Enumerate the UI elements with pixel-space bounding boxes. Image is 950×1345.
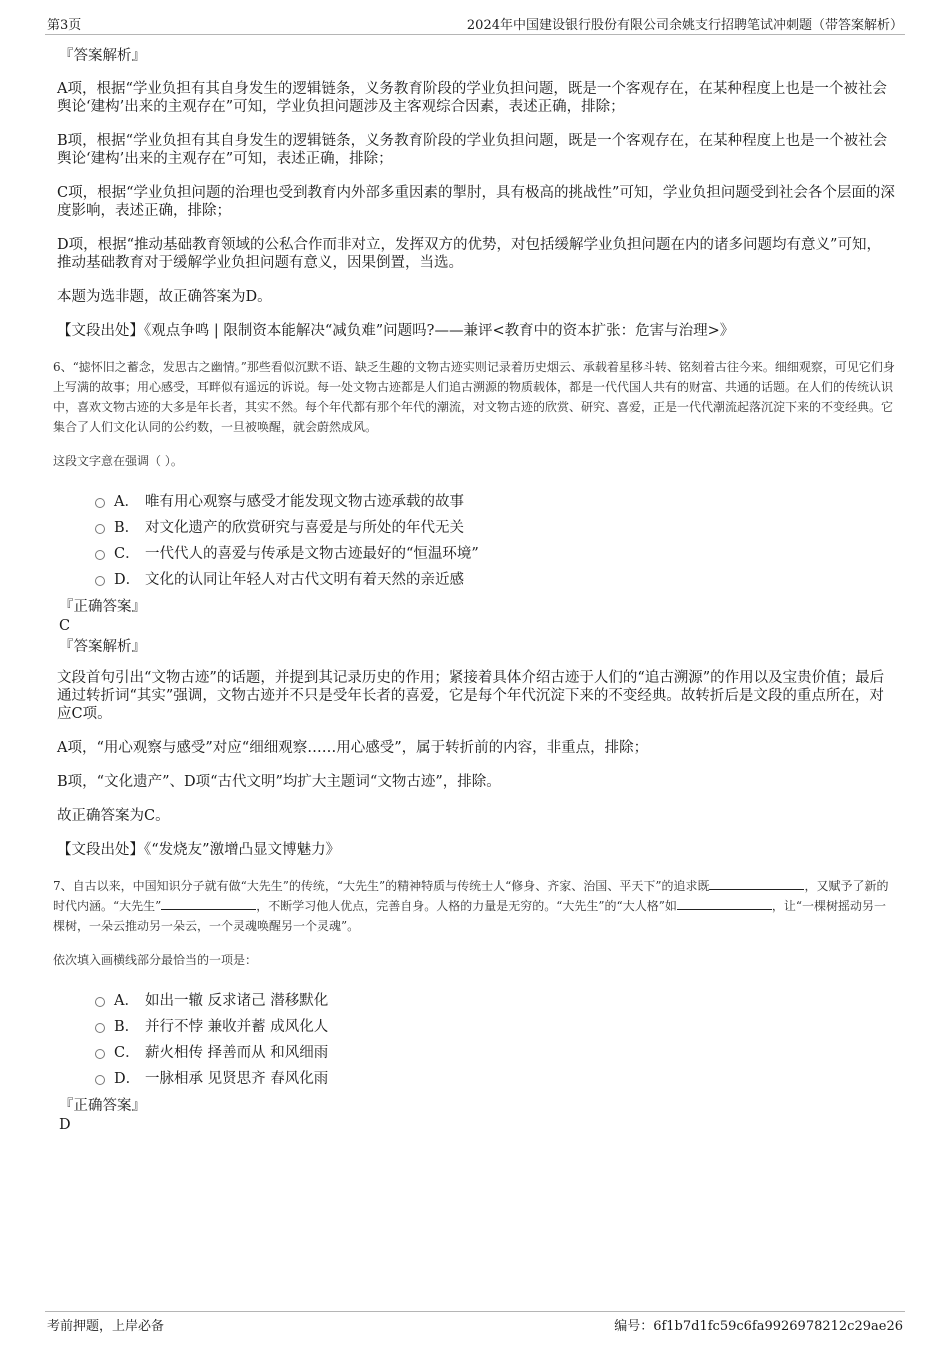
q6-analysis-bd: B项，“文化遗产”、D项“古代文明”均扩大主题词“文物古迹”，排除。 <box>57 774 501 790</box>
q5-source: 【文段出处】《观点争鸣 | 限制资本能解决“减负难”问题吗?——兼评<教育中的资本扩张：危害与治理>》 <box>57 323 735 339</box>
q6-analysis-title: 『答案解析』 <box>59 639 146 655</box>
q6-analysis-main: 文段首句引出“文物古迹”的话题，并提到其记录历史的作用；紧接着具体介绍古迹于人们的“追古溯源”的作用以及宝贵价值；最后通过转折词“其实”强调，文物古迹并不只是受年长者的喜爱，它是每个年代沉淀下来的不变经典。故转折后是文段的重点所在，对应C项。 <box>57 670 885 722</box>
q6-stem: 6、“摅怀旧之蓄念，发思古之幽情。”那些看似沉默不语、缺乏生趣的文物古迹实则记录着历史烟云、承载着星移斗转、铭刻着古往今来。细细观察，可见它们身上写满的故事；用心感受，耳畔似有遥远的诉说。每一处文物古迹都是人们追古溯源的物质载体，都是一代代国人共有的财富、共通的话题。在人们的传统认识中，喜欢文物古迹的大多是年长者，其实不然。每个年代都有那个年代的潮流，对文物古迹的欣赏、研究、喜爱，正是一代代潮流起落沉淀下来的不变经典。它集合了人们文化认同的公约数，一旦被唤醒，就会蔚然成风。 <box>53 360 895 434</box>
q7-option-d[interactable]: D． 一脉相承 见贤思齐 春风化雨 <box>95 1064 895 1090</box>
q6-option-c[interactable]: C． 一代代人的喜爱与传承是文物古迹最好的“恒温环境” <box>95 539 895 565</box>
blank-1 <box>709 877 804 890</box>
q6-prompt: 这段文字意在强调（ ）。 <box>53 454 183 468</box>
q6-option-b[interactable]: B． 对文化遗产的欣赏研究与喜爱是与所处的年代无关 <box>95 513 895 539</box>
q6-source: 【文段出处】《“发烧友”激增凸显文博魅力》 <box>57 842 341 858</box>
q7-prompt: 依次填入画横线部分最恰当的一项是： <box>53 953 258 967</box>
q5-conclusion: 本题为选非题，故正确答案为D。 <box>57 289 272 305</box>
q7-stem: 7、自古以来，中国知识分子就有做“大先生”的传统，“大先生”的精神特质与传统士人“修身、齐家、治国、平天下”的追求既 ，又赋予了新的时代内涵。“大先生” ，不断学习他人优点，完善自身。人格的力量是无穷的。“大先生”的“大人格”如 ，让“一棵树摇动另一棵树，一朵云推动另一朵云，一个灵魂唤醒另一个灵魂”。 <box>53 879 889 933</box>
document-body <box>53 46 895 1134</box>
blank-3 <box>677 897 772 910</box>
q6-option-d[interactable]: D． 文化的认同让年轻人对古代文明有着天然的亲近感 <box>95 565 895 591</box>
radio-icon[interactable] <box>95 550 105 560</box>
q6-answer-title: 『正确答案』 <box>59 599 146 615</box>
q7-option-a[interactable]: A． 如出一辙 反求诸己 潜移默化 <box>95 986 895 1012</box>
document-title: 2024年中国建设银行股份有限公司余姚支行招聘笔试冲刺题（带答案解析） <box>466 18 903 33</box>
q7-options <box>57 986 895 1090</box>
q5-analysis-c: C项，根据“学业负担问题的治理也受到教育内外部多重因素的掣肘，具有极高的挑战性”可知，学业负担问题受到社会各个层面的深度影响，表述正确，排除； <box>57 185 895 219</box>
q5-analysis-a: A项，根据“学业负担有其自身发生的逻辑链条，义务教育阶段的学业负担问题，既是一个客观存在，在某种程度上也是一个被社会舆论‘建构’出来的主观存在”可知，学业负担问题涉及主客观综合因素，表述正确，排除； <box>57 81 887 115</box>
q6-option-a[interactable]: A． 唯有用心观察与感受才能发现文物古迹承载的故事 <box>95 487 895 513</box>
q7-answer: D <box>59 1117 71 1133</box>
radio-icon[interactable] <box>95 498 105 508</box>
radio-icon[interactable] <box>95 1075 105 1085</box>
q5-analysis-title: 『答案解析』 <box>59 48 146 64</box>
q6-answer: C <box>59 618 71 634</box>
page-number: 第3页 <box>47 18 82 33</box>
q6-options <box>57 487 895 591</box>
radio-icon[interactable] <box>95 576 105 586</box>
footer-slogan: 考前押题，上岸必备 <box>47 1319 165 1334</box>
radio-icon[interactable] <box>95 1049 105 1059</box>
q7-option-c[interactable]: C． 薪火相传 择善而从 和风细雨 <box>95 1038 895 1064</box>
radio-icon[interactable] <box>95 997 105 1007</box>
blank-2 <box>161 897 256 910</box>
page-header <box>45 14 905 35</box>
page-footer <box>45 1311 905 1336</box>
q7-option-b[interactable]: B． 并行不悖 兼收并蓄 成风化人 <box>95 1012 895 1038</box>
q7-answer-title: 『正确答案』 <box>59 1098 146 1114</box>
q5-analysis-b: B项，根据“学业负担有其自身发生的逻辑链条，义务教育阶段的学业负担问题，既是一个客观存在，在某种程度上也是一个被社会舆论‘建构’出来的主观存在”可知，表述正确，排除； <box>57 133 888 167</box>
radio-icon[interactable] <box>95 524 105 534</box>
q5-analysis-d: D项，根据“推动基础教育领域的公私合作而非对立，发挥双方的优势，对包括缓解学业负担问题在内的诸多问题均有意义”可知，推动基础教育对于缓解学业负担问题有意义，因果倒置，当选。 <box>57 237 881 271</box>
q6-analysis-a: A项，“用心观察与感受”对应“细细观察……用心感受”，属于转折前的内容，非重点，排除； <box>57 740 649 756</box>
q6-conclusion: 故正确答案为C。 <box>57 808 170 824</box>
document-id: 编号：6f1b7d1fc59c6fa9926978212c29ae26 <box>614 1319 903 1334</box>
radio-icon[interactable] <box>95 1023 105 1033</box>
